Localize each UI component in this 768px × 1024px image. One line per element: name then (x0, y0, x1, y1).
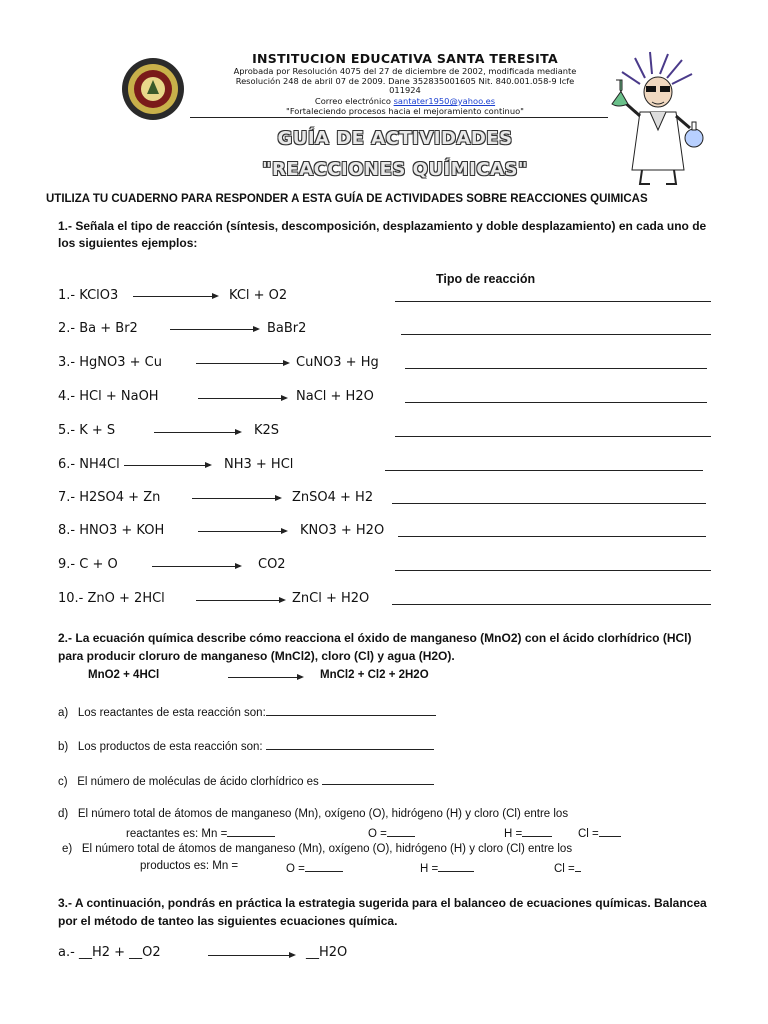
header-line-2: Resolución 248 de abril 07 de 2009. Dane 352835001605 Nit. 840.001.058-9 Icfe (235, 76, 575, 86)
q3-equation-a-arrow (208, 955, 294, 956)
reaction-9-left: 9.- C + O (58, 557, 118, 572)
reaction-9-answer-line[interactable] (395, 570, 711, 571)
reaction-arrow (198, 398, 286, 399)
q2-item-a: a) Los reactantes de esta reacción son: (58, 704, 436, 719)
q2-e-h-blank[interactable] (438, 860, 474, 872)
q2-item-d-line-1: d) El número total de átomos de manganeso (Mn), oxígeno (O), hidrógeno (H) y cloro (Cl) entre los (58, 808, 569, 820)
reaction-3-right: CuNO3 + Hg (296, 355, 379, 370)
reaction-10-answer-line[interactable] (392, 604, 711, 605)
reaction-2-answer-line[interactable] (401, 334, 711, 335)
reaction-8-right: KNO3 + H2O (300, 523, 385, 538)
reaction-2-right: BaBr2 (267, 321, 307, 336)
question-3-number: 3.- (58, 896, 73, 910)
question-3-text (58, 895, 748, 912)
q2-item-b-blank[interactable] (266, 738, 434, 750)
q2-item-d-h: H = (504, 825, 552, 840)
reaction-7-answer-line[interactable] (392, 503, 706, 504)
reaction-7-right: ZnSO4 + H2 (292, 490, 374, 505)
q3-equation-a-left: a.- __H2 + __O2 (58, 945, 161, 960)
q2-item-e-line-1: e) El número total de átomos de manganeso (Mn), oxígeno (O), hidrógeno (H) y cloro (Cl) entre los (62, 843, 573, 855)
reaction-type-header: Tipo de reacción (436, 272, 536, 286)
reaction-arrow (198, 531, 286, 532)
institution-name: INSTITUCION EDUCATIVA SANTA TERESITA (252, 51, 558, 66)
scientist-illustration (610, 50, 710, 190)
q2-item-e-line-2: productos es: Mn = (140, 860, 239, 872)
question-2-equation-left: MnO2 + 4HCl (88, 669, 160, 681)
question-2-prompt-line-1: La ecuación química describe cómo reacciona el óxido de manganeso (MnO2) con el ácido clorhídrico (HCl) (75, 631, 692, 645)
reaction-5-right: K2S (254, 423, 280, 438)
reaction-arrow (196, 363, 288, 364)
reaction-2-left: 2.- Ba + Br2 (58, 321, 138, 336)
q2-item-e-h: H = (420, 860, 474, 875)
school-seal-logo (120, 56, 186, 122)
q2-d-cl-blank[interactable] (599, 825, 621, 837)
question-1-number: 1.- (58, 219, 73, 233)
reaction-5-left: 5.- K + S (58, 423, 116, 438)
question-2-equation-arrow (228, 677, 302, 678)
header-line-1: Aprobada por Resolución 4075 del 27 de diciembre de 2002, modificada mediante (233, 66, 577, 76)
reaction-6-left: 6.- NH4Cl (58, 457, 120, 472)
reaction-arrow (133, 296, 217, 297)
reaction-6-answer-line[interactable] (385, 470, 703, 471)
reaction-10-left: 10.- ZnO + 2HCl (58, 591, 165, 606)
reaction-6-right: NH3 + HCl (224, 457, 294, 472)
q2-d-mn-blank[interactable] (227, 825, 275, 837)
reaction-arrow (196, 600, 284, 601)
reaction-1-left: 1.- KClO3 (58, 288, 119, 303)
reaction-8-answer-line[interactable] (398, 536, 706, 537)
email-label: Correo electrónico (314, 96, 391, 106)
reaction-3-answer-line[interactable] (405, 368, 707, 369)
reaction-arrow (170, 329, 258, 330)
question-1-prompt: Señala el tipo de reacción (síntesis, descomposición, desplazamiento y doble desplazamiento) en cada uno de los siguientes ejemplos: (58, 219, 707, 250)
reaction-arrow (192, 498, 280, 499)
reaction-5-answer-line[interactable] (395, 436, 711, 437)
reaction-1-answer-line[interactable] (395, 301, 711, 302)
question-1-text (58, 218, 718, 252)
q2-d-o-blank[interactable] (387, 825, 415, 837)
q2-e-o-blank[interactable] (305, 860, 343, 872)
guide-title: GUÍA DE ACTIVIDADES (277, 128, 513, 149)
question-2-prompt-line-2: para producir cloruro de manganeso (MnCl2), cloro (Cl) y agua (H2O). (58, 649, 455, 663)
header-divider (190, 117, 608, 118)
header-email-line (190, 96, 620, 106)
question-2-equation-right: MnCl2 + Cl2 + 2H2O (320, 669, 429, 681)
reaction-3-left: 3.- HgNO3 + Cu (58, 355, 162, 370)
q2-item-e-cl: Cl = (554, 860, 581, 875)
instruction: UTILIZA TU CUADERNO PARA RESPONDER A ESTA GUÍA DE ACTIVIDADES SOBRE REACCIONES QUIMICAS (46, 193, 648, 205)
reaction-10-right: ZnCl + H2O (292, 591, 370, 606)
q2-item-d-line-2: reactantes es: Mn = (126, 825, 275, 840)
guide-subtitle: "REACCIONES QUÍMICAS" (262, 159, 528, 180)
question-2-number: 2.- (58, 631, 73, 645)
q2-item-d-o: O = (368, 825, 415, 840)
q2-item-c-blank[interactable] (322, 773, 434, 785)
question-3-prompt-line-2: por el método de tanteo las siguientes ecuaciones química. (58, 914, 398, 928)
reaction-4-left: 4.- HCl + NaOH (58, 389, 159, 404)
reaction-7-left: 7.- H2SO4 + Zn (58, 490, 161, 505)
reaction-4-right: NaCl + H2O (296, 389, 374, 404)
reaction-9-right: CO2 (258, 557, 286, 572)
reaction-arrow (152, 566, 240, 567)
q2-d-h-blank[interactable] (522, 825, 552, 837)
question-3-prompt-line-1: A continuación, pondrás en práctica la estrategia sugerida para el balanceo de ecuaciones químicas. Balancea (74, 896, 707, 910)
reaction-4-answer-line[interactable] (405, 402, 707, 403)
header-line-3: 011924 (389, 85, 421, 95)
reaction-1-right: KCl + O2 (229, 288, 288, 303)
email-link[interactable]: santater1950@yahoo.es (393, 96, 496, 106)
q2-item-a-blank[interactable] (266, 704, 436, 716)
q3-equation-a-right: __H2O (306, 945, 348, 960)
q2-e-cl-blank[interactable] (575, 860, 581, 872)
q2-item-d-cl: Cl = (578, 825, 621, 840)
reaction-8-left: 8.- HNO3 + KOH (58, 523, 165, 538)
reaction-arrow (124, 465, 210, 466)
q2-item-c: c) El número de moléculas de ácido clorhídrico es (58, 773, 434, 788)
question-2-text (58, 630, 738, 647)
q2-item-e-o: O = (286, 860, 343, 875)
q2-item-b: b) Los productos de esta reacción son: (58, 738, 434, 753)
header-motto: "Fortaleciendo procesos hacia el mejoramiento continuo" (286, 106, 524, 116)
reaction-arrow (154, 432, 240, 433)
